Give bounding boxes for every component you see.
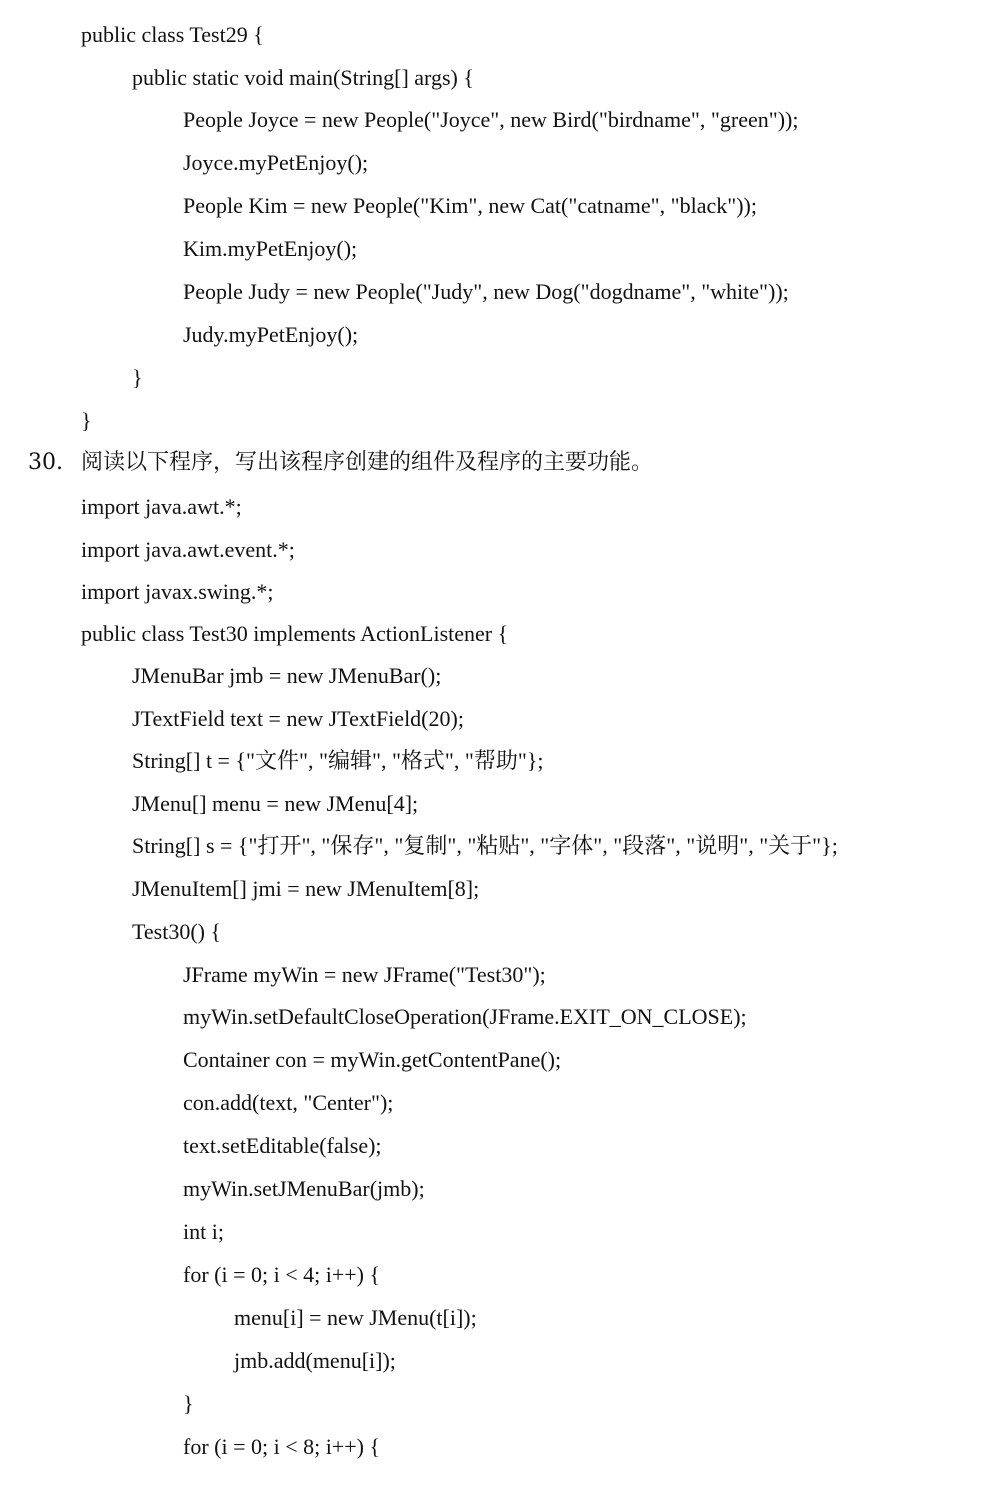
- code-line: JFrame myWin = new JFrame("Test30");: [183, 962, 546, 987]
- code-line: }: [183, 1391, 194, 1416]
- code-line: import java.awt.event.*;: [81, 537, 295, 562]
- code-line: myWin.setJMenuBar(jmb);: [183, 1176, 425, 1201]
- code-line: import javax.swing.*;: [81, 579, 274, 604]
- code-line: con.add(text, "Center");: [183, 1090, 394, 1115]
- question-number: 30.: [28, 450, 63, 475]
- code-line: JMenuItem[] jmi = new JMenuItem[8];: [132, 876, 480, 901]
- code-line: String[] t = {"文件", "编辑", "格式", "帮助"};: [132, 748, 544, 773]
- code-line: Test30() {: [132, 919, 222, 944]
- code-line: myWin.setDefaultCloseOperation(JFrame.EXIT_ON_CLOSE);: [183, 1004, 747, 1029]
- code-line: JMenuBar jmb = new JMenuBar();: [132, 663, 442, 688]
- code-line: People Kim = new People("Kim", new Cat("catname", "black"));: [183, 193, 757, 218]
- code-line: People Judy = new People("Judy", new Dog("dogdname", "white"));: [183, 279, 789, 304]
- code-line: }: [81, 408, 92, 433]
- code-line: Joyce.myPetEnjoy();: [183, 150, 369, 175]
- code-line: public static void main(String[] args) {: [132, 65, 474, 90]
- code-line: text.setEditable(false);: [183, 1133, 382, 1158]
- code-line: for (i = 0; i < 4; i++) {: [183, 1262, 381, 1287]
- question-text: 阅读以下程序，写出该程序创建的组件及程序的主要功能。: [81, 450, 654, 475]
- code-line: JTextField text = new JTextField(20);: [132, 706, 464, 731]
- code-line: for (i = 0; i < 8; i++) {: [183, 1434, 381, 1459]
- code-line: menu[i] = new JMenu(t[i]);: [234, 1305, 477, 1330]
- code-line: String[] s = {"打开", "保存", "复制", "粘贴", "字体", "段落", "说明", "关于"};: [132, 833, 838, 858]
- code-line: People Joyce = new People("Joyce", new Bird("birdname", "green"));: [183, 107, 799, 132]
- code-line: jmb.add(menu[i]);: [234, 1348, 396, 1373]
- code-line: Kim.myPetEnjoy();: [183, 236, 358, 261]
- code-line: Container con = myWin.getContentPane();: [183, 1047, 562, 1072]
- code-line: int i;: [183, 1219, 224, 1244]
- code-line: import java.awt.*;: [81, 494, 242, 519]
- code-line: Judy.myPetEnjoy();: [183, 322, 359, 347]
- code-line: }: [132, 365, 143, 390]
- code-line: JMenu[] menu = new JMenu[4];: [132, 791, 419, 816]
- code-line: public class Test30 implements ActionListener {: [81, 621, 509, 646]
- code-line: public class Test29 {: [81, 22, 264, 47]
